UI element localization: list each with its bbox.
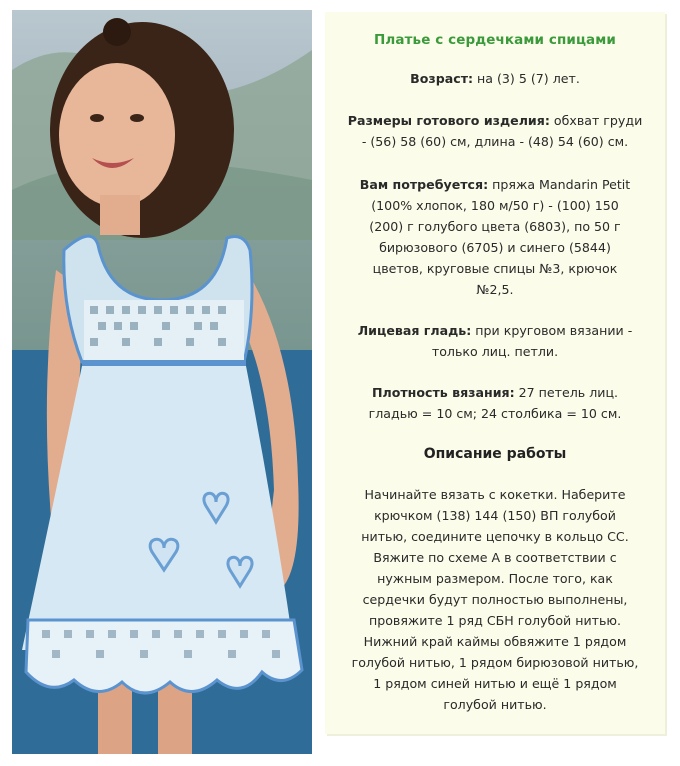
materials-line4: бирюзового (6705) и синего (5844) (379, 240, 611, 255)
description-line: Вяжите по схеме А в соответствии с (373, 550, 617, 565)
sizes-info (335, 110, 655, 152)
materials-line3: (200) г голубого цвета (6803), по 50 г (369, 219, 621, 234)
materials-line1: пряжа Mandarin Petit (492, 177, 631, 192)
description-line: Нижний край каймы обвяжите 1 рядом (363, 634, 627, 649)
page-title: Платье с сердечками спицами (374, 32, 616, 48)
materials-line5: цветов, круговые спицы №3, крючок (372, 261, 618, 276)
photo-illustration (12, 10, 312, 754)
materials-label: Вам потребуется: (359, 177, 489, 192)
materials-line2: (100% хлопок, 180 м/50 г) - (100) 150 (371, 198, 619, 213)
age-info (335, 68, 655, 89)
description-line: сердечки будут полностью выполнены, (362, 592, 628, 607)
description-text (335, 484, 655, 715)
pattern-info-panel (325, 12, 665, 734)
sizes-line2: - (56) 58 (60) см, длина - (48) 54 (60) см. (361, 134, 629, 149)
description-line: крючком (138) 144 (150) ВП голубой (374, 508, 616, 523)
age-label: Возраст: (410, 71, 474, 86)
sizes-line1: обхват груди (553, 113, 643, 128)
description-line: нужным размером. После того, как (377, 571, 613, 586)
stockinette-line2: только лиц. петли. (431, 344, 559, 359)
stockinette-info (335, 320, 655, 362)
description-line: провяжите 1 ряд СБН голубой нитью. (368, 613, 622, 628)
description-line: Начинайте вязать с кокетки. Наберите (364, 487, 626, 502)
sizes-label: Размеры готового изделия: (347, 113, 550, 128)
description-line: 1 рядом синей нитью и ещё 1 рядом (373, 676, 617, 691)
description-line: голубой нитью. (443, 697, 547, 712)
materials-info (335, 174, 655, 300)
gauge-label: Плотность вязания: (371, 385, 515, 400)
materials-line6: №2,5. (476, 282, 514, 297)
description-line: голубой нитью, 1 рядом бирюзовой нитью, (351, 655, 639, 670)
stockinette-line1: при круговом вязании - (475, 323, 633, 338)
description-heading: Описание работы (423, 446, 567, 462)
gauge-line2: гладью = 10 см; 24 столбика = 10 см. (368, 406, 622, 421)
gauge-info (335, 382, 655, 424)
dress-photo (12, 10, 312, 754)
gauge-line1: 27 петель лиц. (518, 385, 619, 400)
age-text: на (3) 5 (7) лет. (477, 71, 580, 86)
stockinette-label: Лицевая гладь: (357, 323, 472, 338)
description-line: нитью, соедините цепочку в кольцо СС. (361, 529, 629, 544)
